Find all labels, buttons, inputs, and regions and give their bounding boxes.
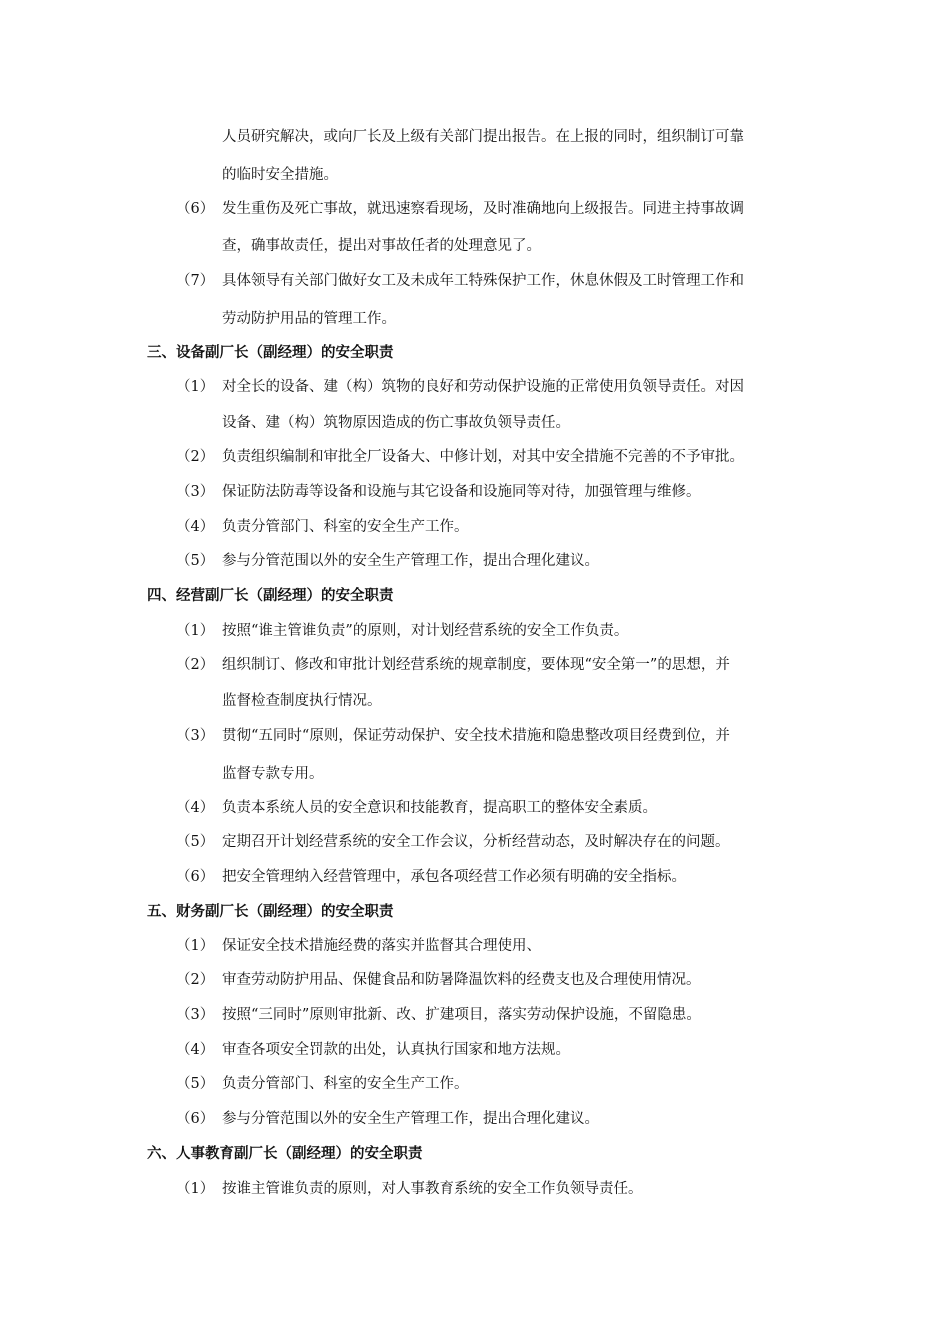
list-item-text: 监督检查制度执行情况。 [222,693,382,709]
list-item-number: （1） [176,379,215,395]
list-item-text: 负责组织编制和审批全厂设备大、中修计划，对其中安全措施不完善的不予审批。 [222,449,744,465]
list-item-number: （1） [176,938,215,954]
list-item-text: 组织制订、修改和审批计划经营系统的规章制度，要体现“安全第一”的思想，并 [222,657,730,673]
list-item-text: 贯彻“五同时“原则，保证劳动保护、安全技术措施和隐患整改项目经费到位，并 [222,728,730,744]
list-item-text: 劳动防护用品的管理工作。 [222,311,396,327]
list-item-number: （6） [176,1111,215,1127]
list-item-number: （1） [176,1181,215,1197]
list-item-text: 具体领导有关部门做好女工及未成年工特殊保护工作，休息休假及工时管理工作和 [222,273,744,289]
list-item-number: （2） [176,657,215,673]
list-item-number: （1） [176,623,215,639]
section-heading: 四、经营副厂长（副经理）的安全职责 [147,587,394,604]
list-item-number: （2） [176,449,215,465]
list-item-text: 监督专款专用。 [222,766,324,782]
list-item-number: （4） [176,519,215,535]
list-item-text: 发生重伤及死亡事故，就迅速察看现场，及时准确地向上级报告。同进主持事故调 [222,201,744,217]
list-item-number: （5） [176,553,215,569]
list-item-number: （5） [176,1076,215,1092]
list-item-number: （7） [176,273,215,289]
list-item-text: 把安全管理纳入经营管理中，承包各项经营工作必须有明确的安全指标。 [222,869,686,885]
list-item-text: 负责分管部门、科室的安全生产工作。 [222,519,469,535]
intro-line: 人员研究解决，或向厂长及上级有关部门提出报告。在上报的同时，组织制订可靠 [222,129,744,145]
list-item-text: 按照“谁主管谁负责”的原则，对计划经营系统的安全工作负责。 [222,623,629,639]
list-item-text: 参与分管范围以外的安全生产管理工作，提出合理化建议。 [222,1111,599,1127]
list-item-number: （4） [176,1042,215,1058]
list-item-text: 按谁主管谁负责的原则，对人事教育系统的安全工作负领导责任。 [222,1181,643,1197]
list-item-text: 按照“三同时”原则审批新、改、扩建项目，落实劳动保护设施，不留隐患。 [222,1007,701,1023]
list-item-text: 审查各项安全罚款的出处，认真执行国家和地方法规。 [222,1042,570,1058]
list-item-text: 参与分管范围以外的安全生产管理工作，提出合理化建议。 [222,553,599,569]
list-item-text: 定期召开计划经营系统的安全工作会议，分析经营动态，及时解决存在的问题。 [222,834,730,850]
list-item-text: 保证安全技术措施经费的落实并监督其合理使用、 [222,938,541,954]
list-item-text: 负责分管部门、科室的安全生产工作。 [222,1076,469,1092]
list-item-number: （3） [176,484,215,500]
list-item-number: （2） [176,972,215,988]
list-item-number: （3） [176,728,215,744]
list-item-number: （5） [176,834,215,850]
list-item-number: （4） [176,800,215,816]
section-heading: 三、设备副厂长（副经理）的安全职责 [147,344,394,361]
list-item-number: （3） [176,1007,215,1023]
list-item-text: 保证防法防毒等设备和设施与其它设备和设施同等对待，加强管理与维修。 [222,484,701,500]
section-heading: 五、财务副厂长（副经理）的安全职责 [147,903,394,920]
list-item-number: （6） [176,869,215,885]
list-item-text: 设备、建（构）筑物原因造成的伤亡事故负领导责任。 [222,415,570,431]
list-item-text: 查，确事故责任，提出对事故任者的处理意见了。 [222,238,541,254]
list-item-number: （6） [176,201,215,217]
section-heading: 六、人事教育副厂长（副经理）的安全职责 [147,1145,423,1162]
list-item-text: 负责本系统人员的安全意识和技能教育，提高职工的整体安全素质。 [222,800,657,816]
list-item-text: 审查劳动防护用品、保健食品和防暑降温饮料的经费支也及合理使用情况。 [222,972,701,988]
list-item-text: 对全长的设备、建（构）筑物的良好和劳动保护设施的正常使用负领导责任。对因 [222,379,744,395]
intro-line: 的临时安全措施。 [222,167,338,183]
